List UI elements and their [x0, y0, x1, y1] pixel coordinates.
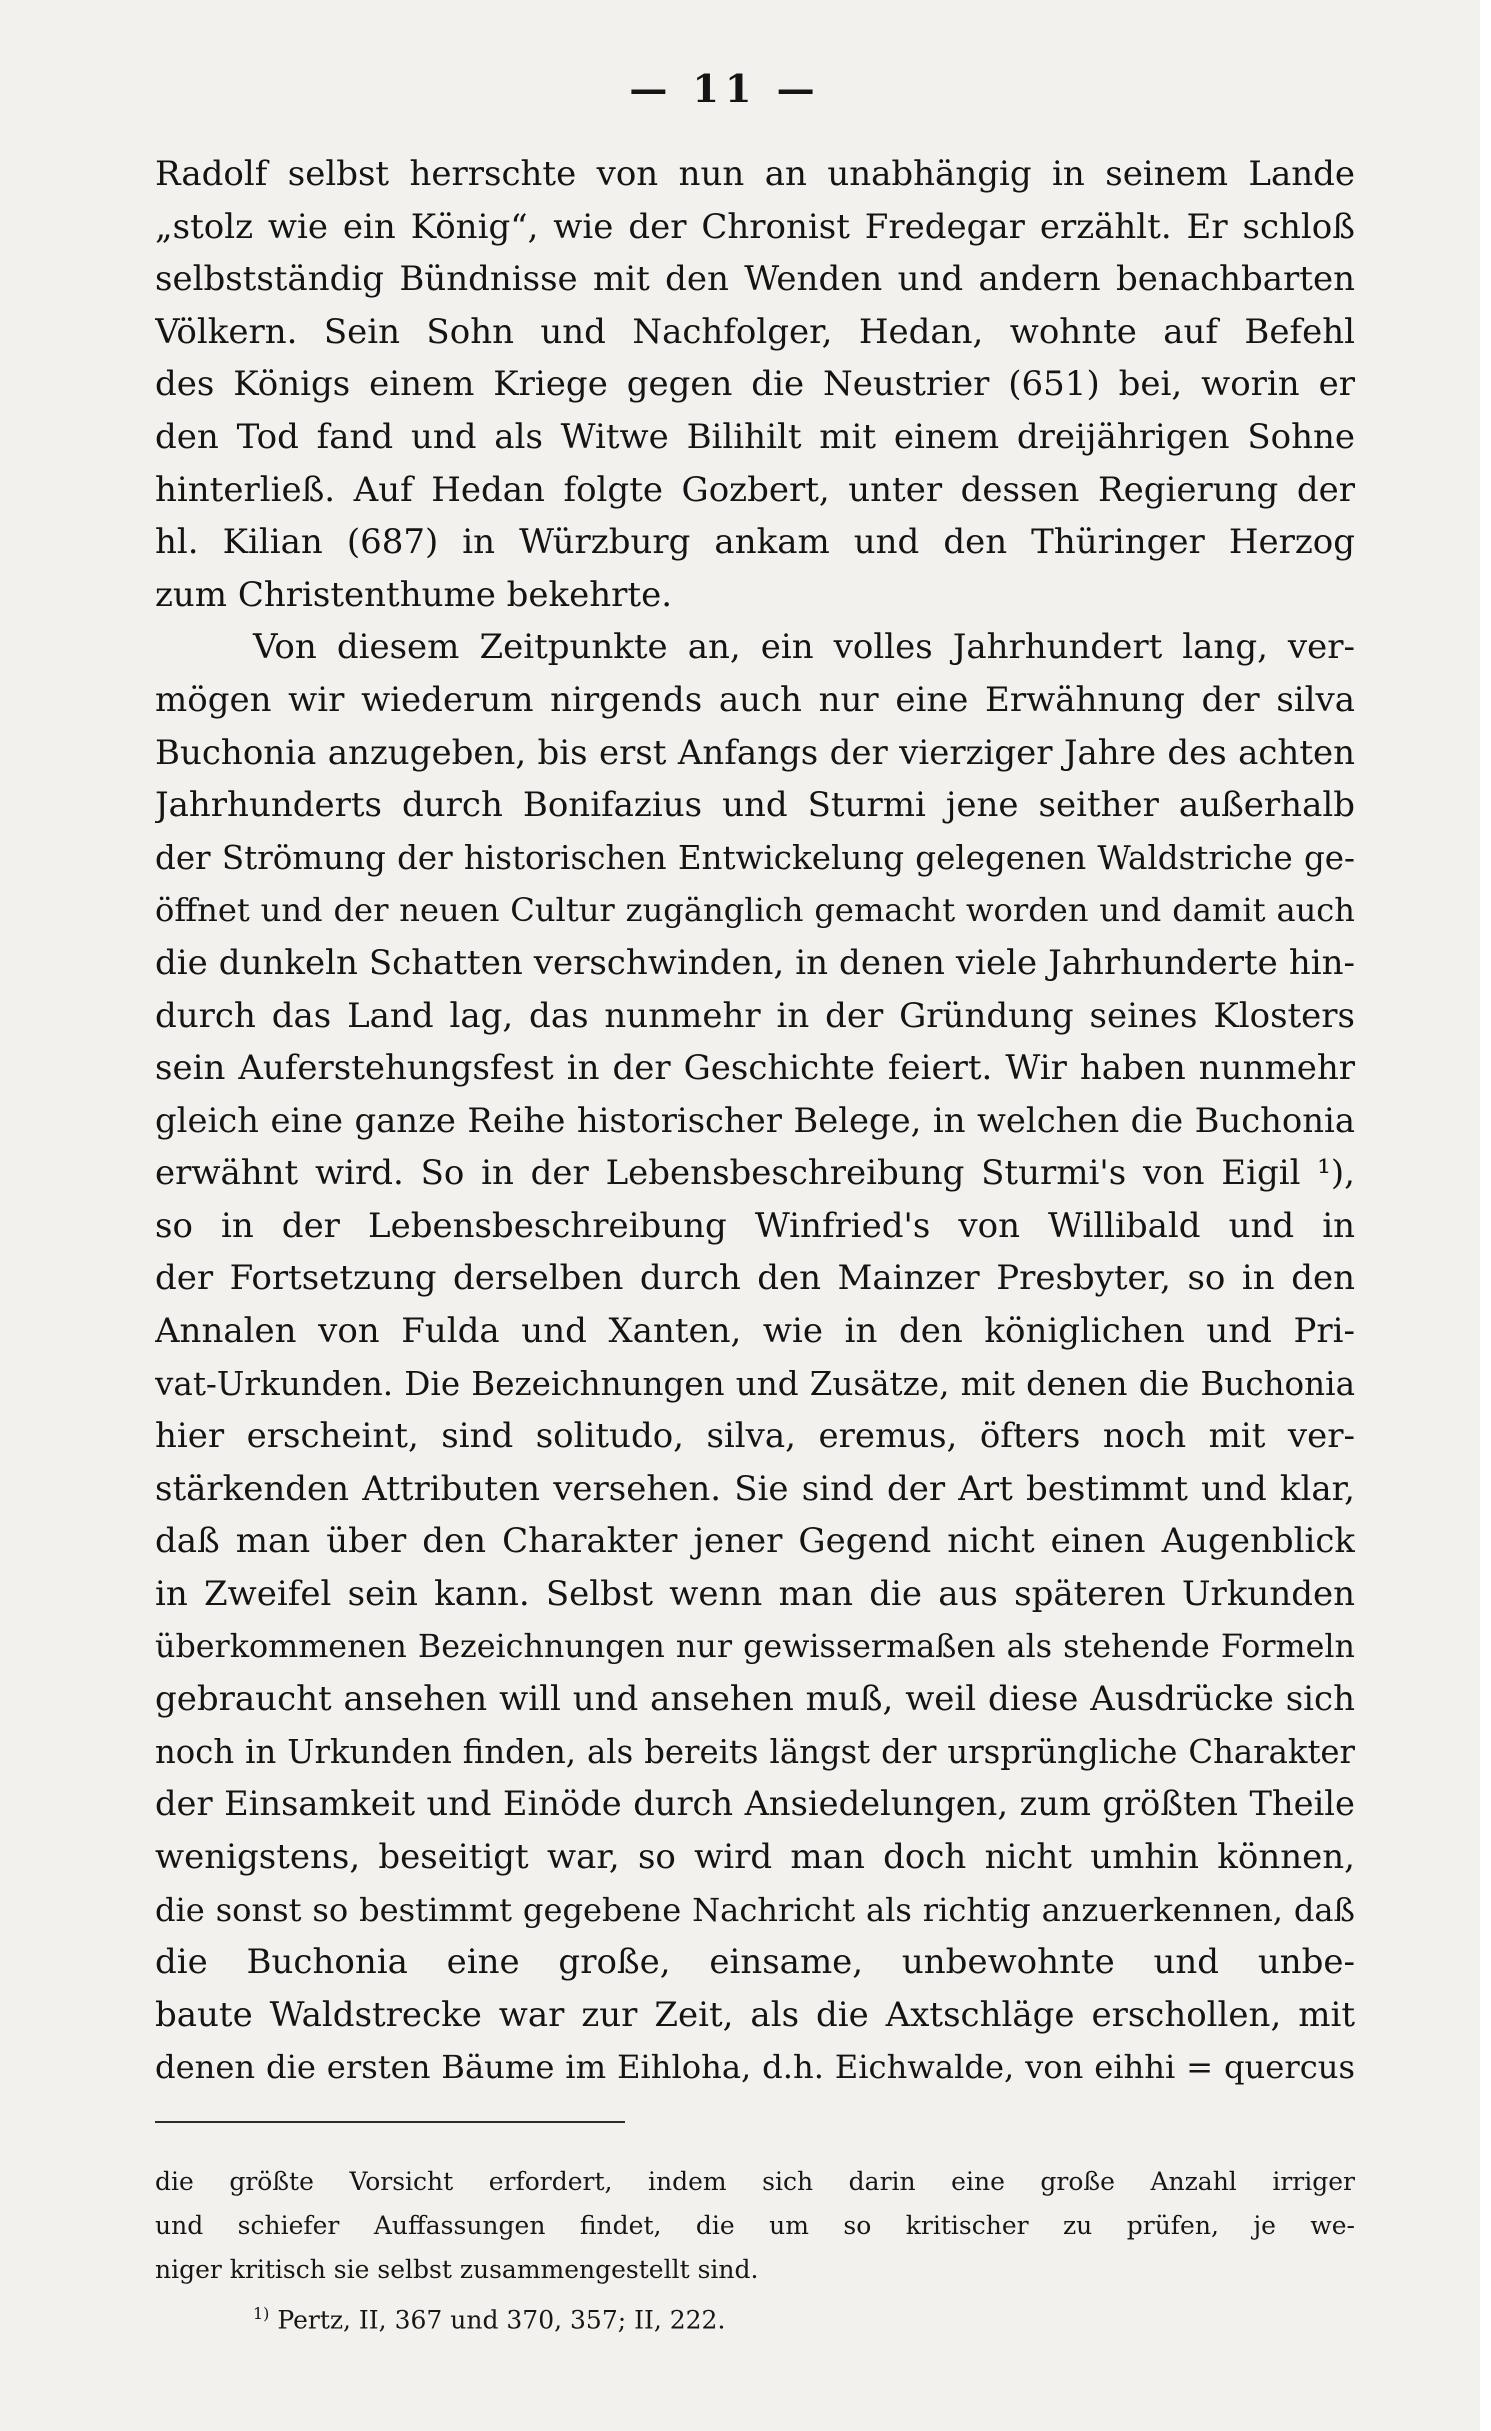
text-line: der Strömung der historischen Entwickelung gelegenen Waldstriche ge-	[155, 838, 1355, 877]
text-line: den Tod fand und als Witwe Bilihilt mit einem dreijährigen Sohne	[155, 416, 1355, 457]
text-line: zum Christenthume bekehrte.	[155, 574, 673, 615]
text-line: die sonst so bestimmt gegebene Nachricht als richtig anzuerkennen, daß	[155, 1890, 1355, 1929]
text-line: vat-Urkunden. Die Bezeichnungen und Zusätze, mit denen die Buchonia	[155, 1364, 1355, 1403]
body-text	[155, 148, 1355, 2094]
page-number: — 11 —	[629, 66, 821, 111]
footnote-divider	[155, 2121, 625, 2123]
footnotes	[155, 2160, 1355, 2336]
paragraph-start-line: Von diesem Zeitpunkte an, ein volles Jahrhundert lang, ver-	[253, 627, 1355, 668]
text-line: mögen wir wiederum nirgends auch nur eine Erwähnung der silva	[155, 679, 1355, 720]
text-line: baute Waldstrecke war zur Zeit, als die Axtschläge erschollen, mit	[155, 1994, 1355, 2035]
text-line: denen die ersten Bäume im Eihloha, d.h. Eichwalde, von eihhi = quercus	[155, 2048, 1355, 2087]
footnote-mark: 1)	[253, 2304, 270, 2323]
text-line: Radolf selbst herrschte von nun an unabhängig in seinem Lande	[155, 154, 1355, 194]
text-line: öffnet und der neuen Cultur zugänglich gemacht worden und damit auch	[155, 891, 1355, 930]
text-line: des Königs einem Kriege gegen die Neustrier (651) bei, worin er	[155, 364, 1355, 405]
text-line: so in der Lebensbeschreibung Winfried's von Willibald und in	[155, 1205, 1355, 1246]
text-line: hinterließ. Auf Hedan folgte Gozbert, unter dessen Regierung der	[155, 469, 1355, 510]
text-line: wenigstens, beseitigt war, so wird man doch nicht umhin können,	[155, 1837, 1355, 1877]
text-line: Annalen von Fulda und Xanten, wie in den königlichen und Pri-	[155, 1311, 1355, 1352]
footnote-line: niger kritisch sie selbst zusammengestellt sind.	[155, 2255, 759, 2284]
footnote-1	[155, 2292, 1355, 2336]
text-line: die dunkeln Schatten verschwinden, in denen viele Jahrhunderte hin-	[155, 942, 1355, 983]
text-line: noch in Urkunden finden, als bereits längst der ursprüngliche Charakter	[155, 1732, 1355, 1771]
footnote-line: und schiefer Auffassungen findet, die um so kritischer zu prüfen, je we-	[155, 2211, 1355, 2240]
text-line: gleich eine ganze Reihe historischer Belege, in welchen die Buchonia	[155, 1100, 1355, 1140]
text-line: überkommenen Bezeichnungen nur gewissermaßen als stehende Formeln	[155, 1628, 1355, 1665]
footnote-1-text: Pertz, II, 367 und 370, 357; II, 222.	[277, 2305, 726, 2335]
text-line: der Einsamkeit und Einöde durch Ansiedelungen, zum größten Theile	[155, 1784, 1355, 1824]
text-line: durch das Land lag, das nunmehr in der Gründung seines Klosters	[155, 995, 1355, 1036]
text-line: in Zweifel sein kann. Selbst wenn man die aus späteren Urkunden	[155, 1574, 1355, 1615]
text-line: gebraucht ansehen will und ansehen muß, weil diese Ausdrücke sich	[155, 1679, 1355, 1720]
text-line: sein Auferstehungsfest in der Geschichte feiert. Wir haben nunmehr	[155, 1048, 1355, 1089]
text-line: stärkenden Attributen versehen. Sie sind der Art bestimmt und klar,	[155, 1468, 1355, 1509]
text-line: hier erscheint, sind solitudo, silva, eremus, öfters noch mit ver-	[155, 1416, 1355, 1457]
text-line: „stolz wie ein König“, wie der Chronist Fredegar erzählt. Er schloß	[155, 206, 1355, 247]
text-line: daß man über den Charakter jener Gegend nicht einen Augenblick	[155, 1521, 1355, 1562]
text-line: die Buchonia eine große, einsame, unbewohnte und unbe-	[155, 1942, 1355, 1983]
text-line: Buchonia anzugeben, bis erst Anfangs der vierziger Jahre des achten	[155, 732, 1355, 773]
text-line: Jahrhunderts durch Bonifazius und Sturmi jene seither außerhalb	[155, 785, 1355, 826]
text-line: hl. Kilian (687) in Würzburg ankam und den Thüringer Herzog	[155, 522, 1355, 563]
text-line: Völkern. Sein Sohn und Nachfolger, Hedan, wohnte auf Befehl	[155, 311, 1355, 352]
text-line: erwähnt wird. So in der Lebensbeschreibung Sturmi's von Eigil ¹),	[155, 1153, 1355, 1194]
text-line: der Fortsetzung derselben durch den Mainzer Presbyter, so in den	[155, 1258, 1355, 1299]
footnote-line: die größte Vorsicht erfordert, indem sich darin eine große Anzahl irriger	[155, 2167, 1355, 2196]
text-line: selbstständig Bündnisse mit den Wenden und andern benachbarten	[155, 259, 1355, 300]
